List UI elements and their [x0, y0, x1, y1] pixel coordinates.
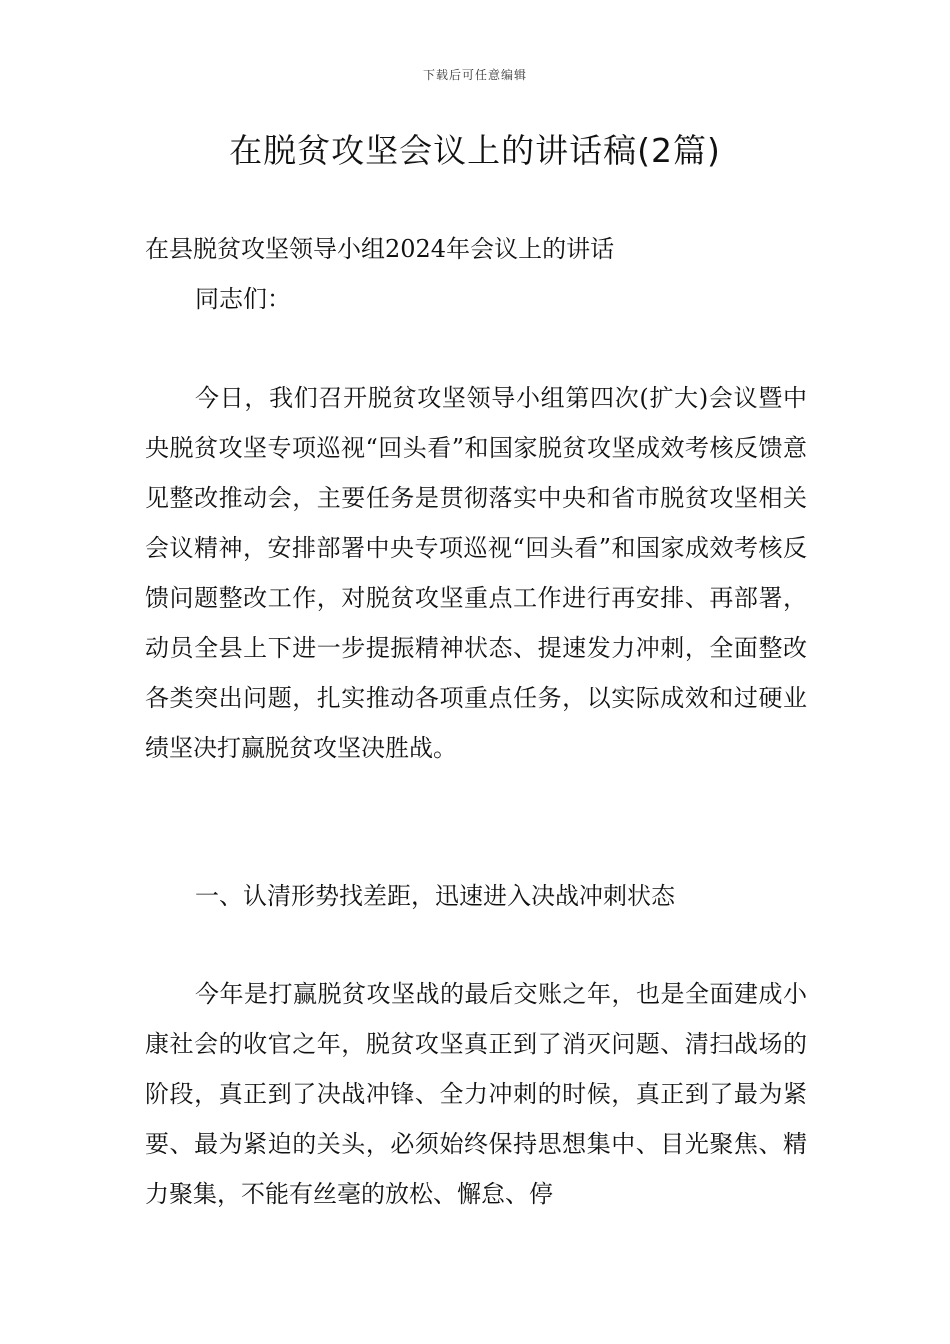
section-heading-1: 一、认清形势找差距，迅速进入决战冲刺状态 — [195, 882, 675, 910]
paragraph-1: 今日，我们召开脱贫攻坚领导小组第四次(扩大)会议暨中央脱贫攻坚专项巡视“回头看”和国家脱贫攻坚成效考核反馈意见整改推动会，主要任务是贯彻落实中央和省市脱贫攻坚相关会议精神，安排部署中央专项巡视“回头看”和国家成效考核反馈问题整改工作，对脱贫攻坚重点工作进行再安排、再部署，动员全县上下进一步提振精神状态、提速发力冲刺，全面整改各类突出问题，扎实推动各项重点任务，以实际成效和过硬业绩坚决打赢脱贫攻坚决胜战。 — [145, 384, 807, 762]
paragraph-2: 今年是打赢脱贫攻坚战的最后交账之年，也是全面建成小康社会的收官之年，脱贫攻坚真正到了消灭问题、清扫战场的阶段，真正到了决战冲锋、全力冲刺的时候，真正到了最为紧要、最为紧迫的关头，必须始终保持思想集中、目光聚焦、精力聚集，不能有丝毫的放松、懈怠、停 — [145, 980, 807, 1208]
speech-subtitle: 在县脱贫攻坚领导小组2024年会议上的讲话 — [145, 235, 615, 263]
header-note: 下载后可任意编辑 — [422, 68, 527, 82]
salutation: 同志们： — [195, 285, 291, 313]
document-title: 在脱贫攻坚会议上的讲话稿(2篇) — [229, 131, 721, 170]
